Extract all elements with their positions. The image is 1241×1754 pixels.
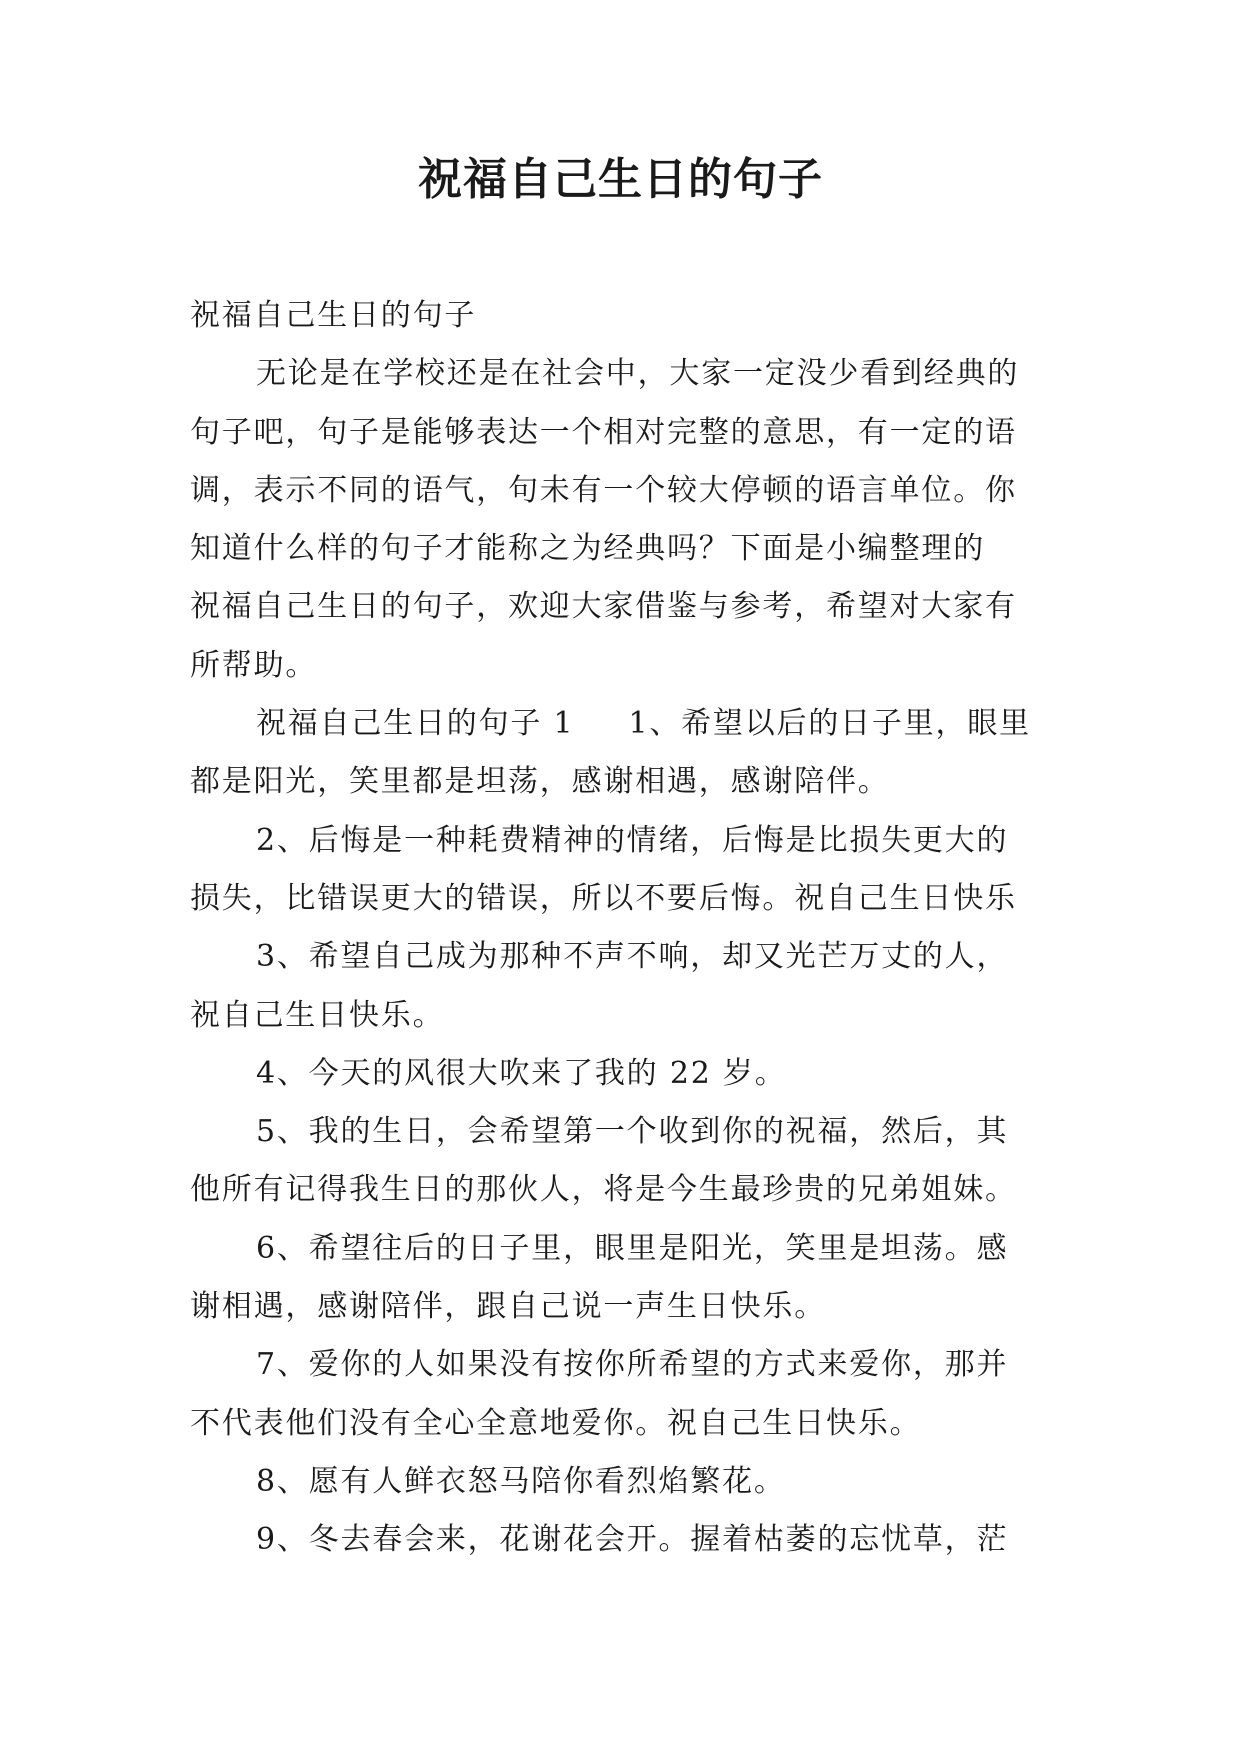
text-line: 都是阳光，笑里都是坦荡，感谢相遇，感谢陪伴。 xyxy=(190,764,890,800)
text-line: 无论是在学校还是在社会中，大家一定没少看到经典的 xyxy=(256,356,1020,392)
text-line: 祝自己生日快乐。 xyxy=(190,997,445,1033)
text-line: 谢相遇，感谢陪伴，跟自己说一声生日快乐。 xyxy=(190,1289,826,1325)
text-line: 他所有记得我生日的那伙人，将是今生最珍贵的兄弟姐妹。 xyxy=(190,1172,1017,1208)
section-heading: 祝福自己生日的句子 1 xyxy=(256,706,575,742)
text-line: 不代表他们没有全心全意地爱你。祝自己生日快乐。 xyxy=(190,1405,922,1441)
text-line: 7、爱你的人如果没有按你所希望的方式来爱你，那并 xyxy=(256,1347,1009,1383)
text-line: 知道什么样的句子才能称之为经典吗？下面是小编整理的 xyxy=(190,531,985,567)
text-line: 祝福自己生日的句子，欢迎大家借鉴与参考，希望对大家有 xyxy=(190,589,1017,625)
text-line: 祝福自己生日的句子 xyxy=(190,298,477,333)
text-line: 3、希望自己成为那种不声不响，却又光芒万丈的人， xyxy=(256,939,1009,975)
text-line: 9、冬去春会来，花谢花会开。握着枯萎的忘忧草，茫 xyxy=(256,1522,1009,1558)
text-line: 6、希望往后的日子里，眼里是阳光，笑里是坦荡。感 xyxy=(256,1230,1009,1266)
text-line xyxy=(190,695,1060,753)
text-line: 2、后悔是一种耗费精神的情绪，后悔是比损失更大的 xyxy=(256,822,1009,858)
text-line: 所帮助。 xyxy=(190,647,318,683)
text-line: 8、愿有人鲜衣怒马陪你看烈焰繁花。 xyxy=(256,1463,786,1499)
document-body xyxy=(190,287,1060,1570)
text-line: 4、今天的风很大吹来了我的 22 岁。 xyxy=(256,1055,787,1091)
text-line: 句子吧，句子是能够表达一个相对完整的意思，有一定的语 xyxy=(190,414,1017,450)
text-line: 5、我的生日，会希望第一个收到你的祝福，然后，其 xyxy=(256,1114,1009,1150)
document-title: 祝福自己生日的句子 xyxy=(418,154,823,205)
list-item-text: 1、希望以后的日子里，眼里 xyxy=(628,706,1031,742)
text-line: 损失，比错误更大的错误，所以不要后悔。祝自己生日快乐 xyxy=(190,880,1017,916)
text-line: 调，表示不同的语气，句未有一个较大停顿的语言单位。你 xyxy=(190,472,1017,508)
